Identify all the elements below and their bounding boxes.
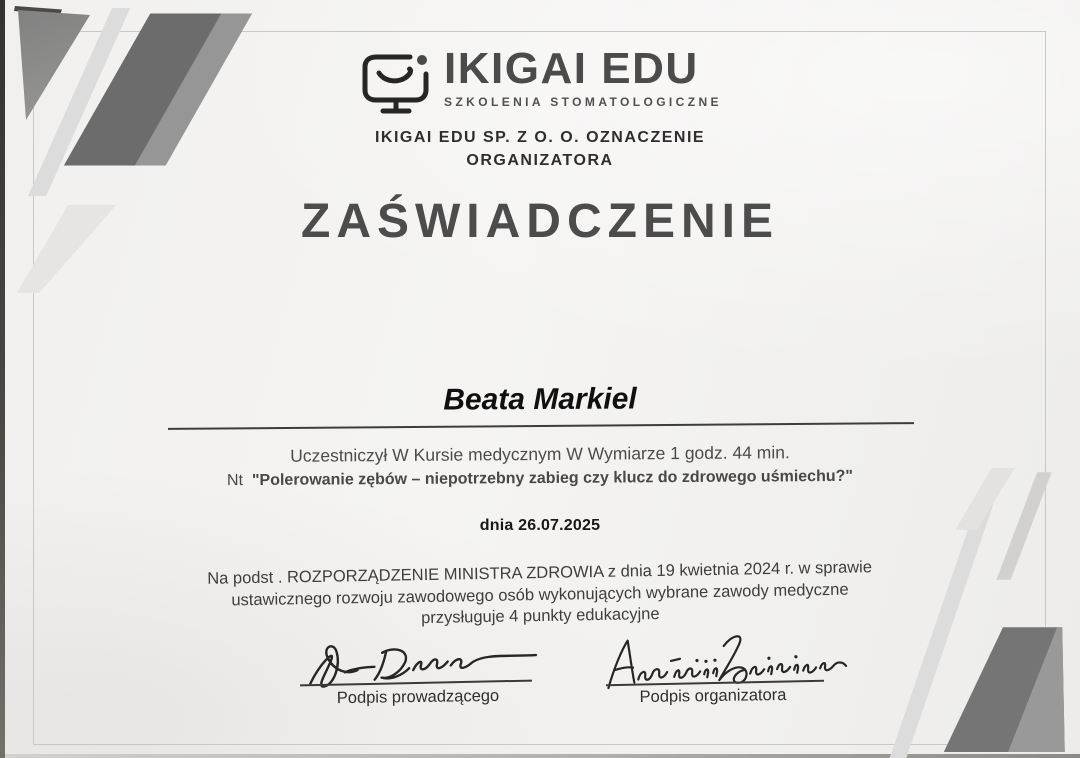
legal-basis-paragraph (169, 557, 910, 634)
logo-text (444, 46, 722, 109)
instructor-signature-label: Podpis prowadzącego (336, 686, 500, 708)
organizer-signature-label: Podpis organizatora (639, 685, 787, 707)
topic-quote: "Polerowanie zębów – niepotrzebny zabieg czy klucz do zdrowego uśmiechu?" (251, 467, 854, 490)
organizer-line-1: IKIGAI EDU SP. Z O. O. OZNACZENIE (374, 129, 706, 146)
logo (0, 46, 1080, 118)
monitor-smile-icon (358, 48, 434, 118)
topic-prefix: Nt (226, 472, 244, 490)
participation-line: Uczestniczył W Kursie medycznym W Wymiarze 1 godz. 44 min. (290, 442, 790, 466)
legal-line-3: przysługuje 4 punkty edukacyjne (420, 604, 660, 628)
organizer-line-2: ORGANIZATORA (466, 152, 614, 169)
recipient-name: Beata Markiel (443, 382, 637, 417)
legal-line-1: Na podst . ROZPORZĄDZENIE MINISTRA ZDROWIA z dnia 19 kwietnia 2024 r. w sprawie (207, 558, 873, 588)
course-date: dnia 26.07.2025 (479, 517, 601, 534)
certificate-title: ZAŚWIADCZENIE (301, 195, 779, 248)
brand-name: IKIGAI EDU (444, 44, 699, 93)
photo-edge-shadow-bottom (0, 754, 1080, 758)
legal-line-2: ustawicznego rozwoju zawodowego osób wykonujących wybrane zawody medyczne (231, 580, 849, 609)
brand-tagline: SZKOLENIA STOMATOLOGICZNE (444, 95, 722, 109)
organizer-designation (0, 126, 1080, 172)
